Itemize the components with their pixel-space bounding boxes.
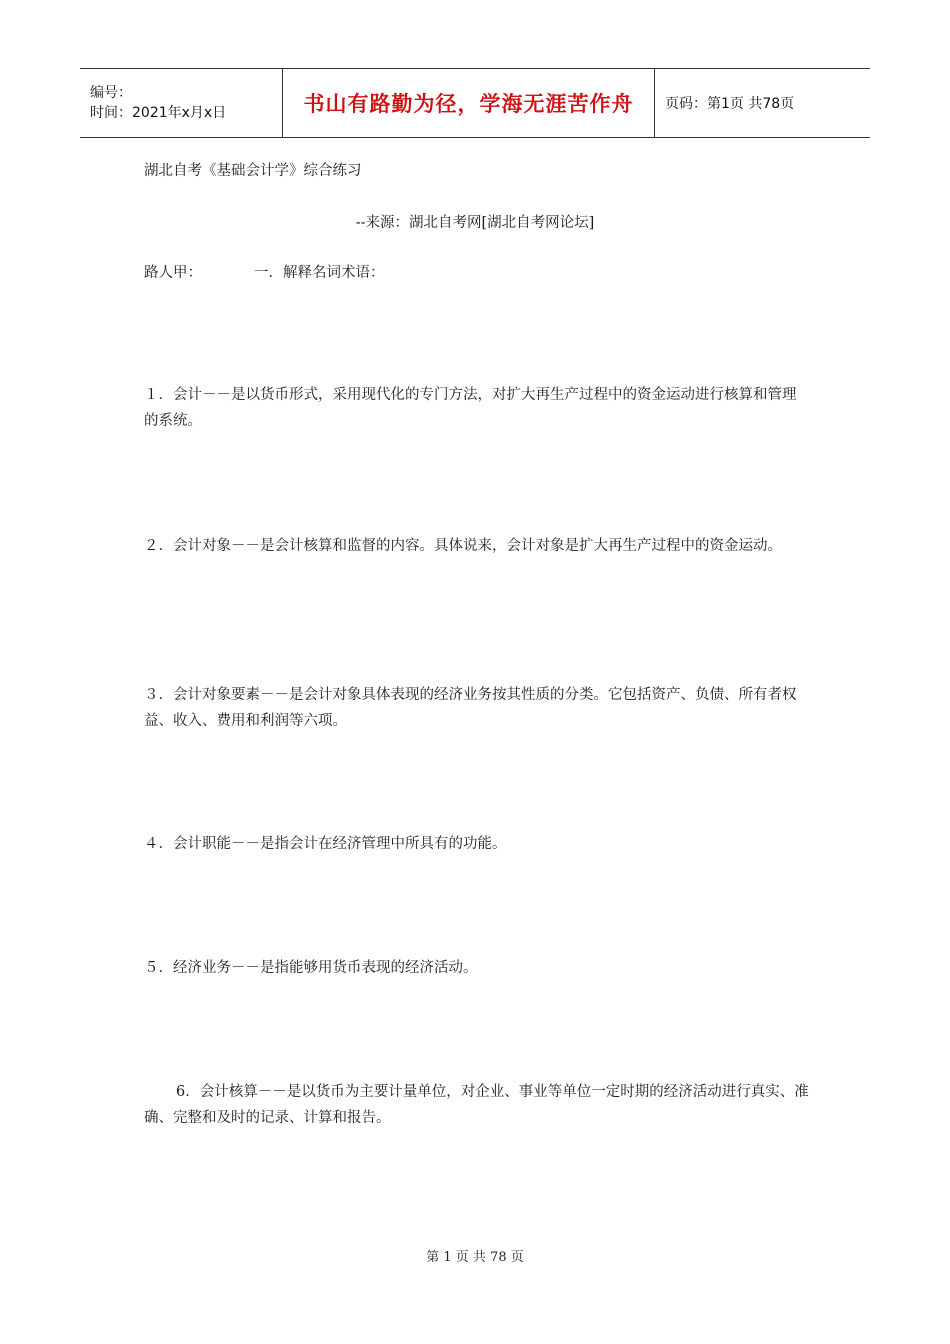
section-heading: 一．解释名词术语： — [254, 265, 385, 281]
document-title: 湖北自考《基础会计学》综合练习 — [144, 163, 362, 179]
definition-item: ４．会计职能－－是指会计在经济管理中所具有的功能。 — [144, 836, 507, 852]
definition-item: １．会计－－是以货币形式，采用现代化的专门方法，对扩大再生产过程中的资金运动进行核算和管理的系统。 — [144, 387, 797, 429]
page-header — [80, 68, 870, 138]
header-motto — [282, 69, 655, 137]
page-footer: 第 1 页 共 78 页 — [426, 1250, 524, 1265]
definition-item: ３．会计对象要素－－是会计对象具体表现的经济业务按其性质的分类。它包括资产、负债、所有者权益、收入、费用和利润等六项。 — [144, 687, 797, 729]
definition-item: ２．会计对象－－是会计核算和监督的内容。具体说来，会计对象是扩大再生产过程中的资金运动。 — [144, 538, 782, 554]
page-label: 页码：第1页 共78页 — [665, 96, 795, 112]
author-label: 路人甲： — [144, 265, 202, 281]
definition-item: ５．经济业务－－是指能够用货币表现的经济活动。 — [144, 960, 478, 976]
time-label: 时间：2021年x月x日 — [90, 105, 227, 121]
header-page — [655, 69, 870, 137]
header-meta — [80, 69, 282, 137]
definition-item: 6．会计核算－－是以货币为主要计量单位，对企业、事业等单位一定时期的经济活动进行真实、准确、完整和及时的记录、计算和报告。 — [144, 1084, 809, 1126]
number-label: 编号： — [90, 85, 132, 101]
section-intro — [144, 260, 385, 286]
motto-text: 书山有路勤为径，学海无涯苦作舟 — [303, 92, 634, 116]
document-source: --来源：湖北自考网[湖北自考网论坛] — [355, 215, 595, 231]
